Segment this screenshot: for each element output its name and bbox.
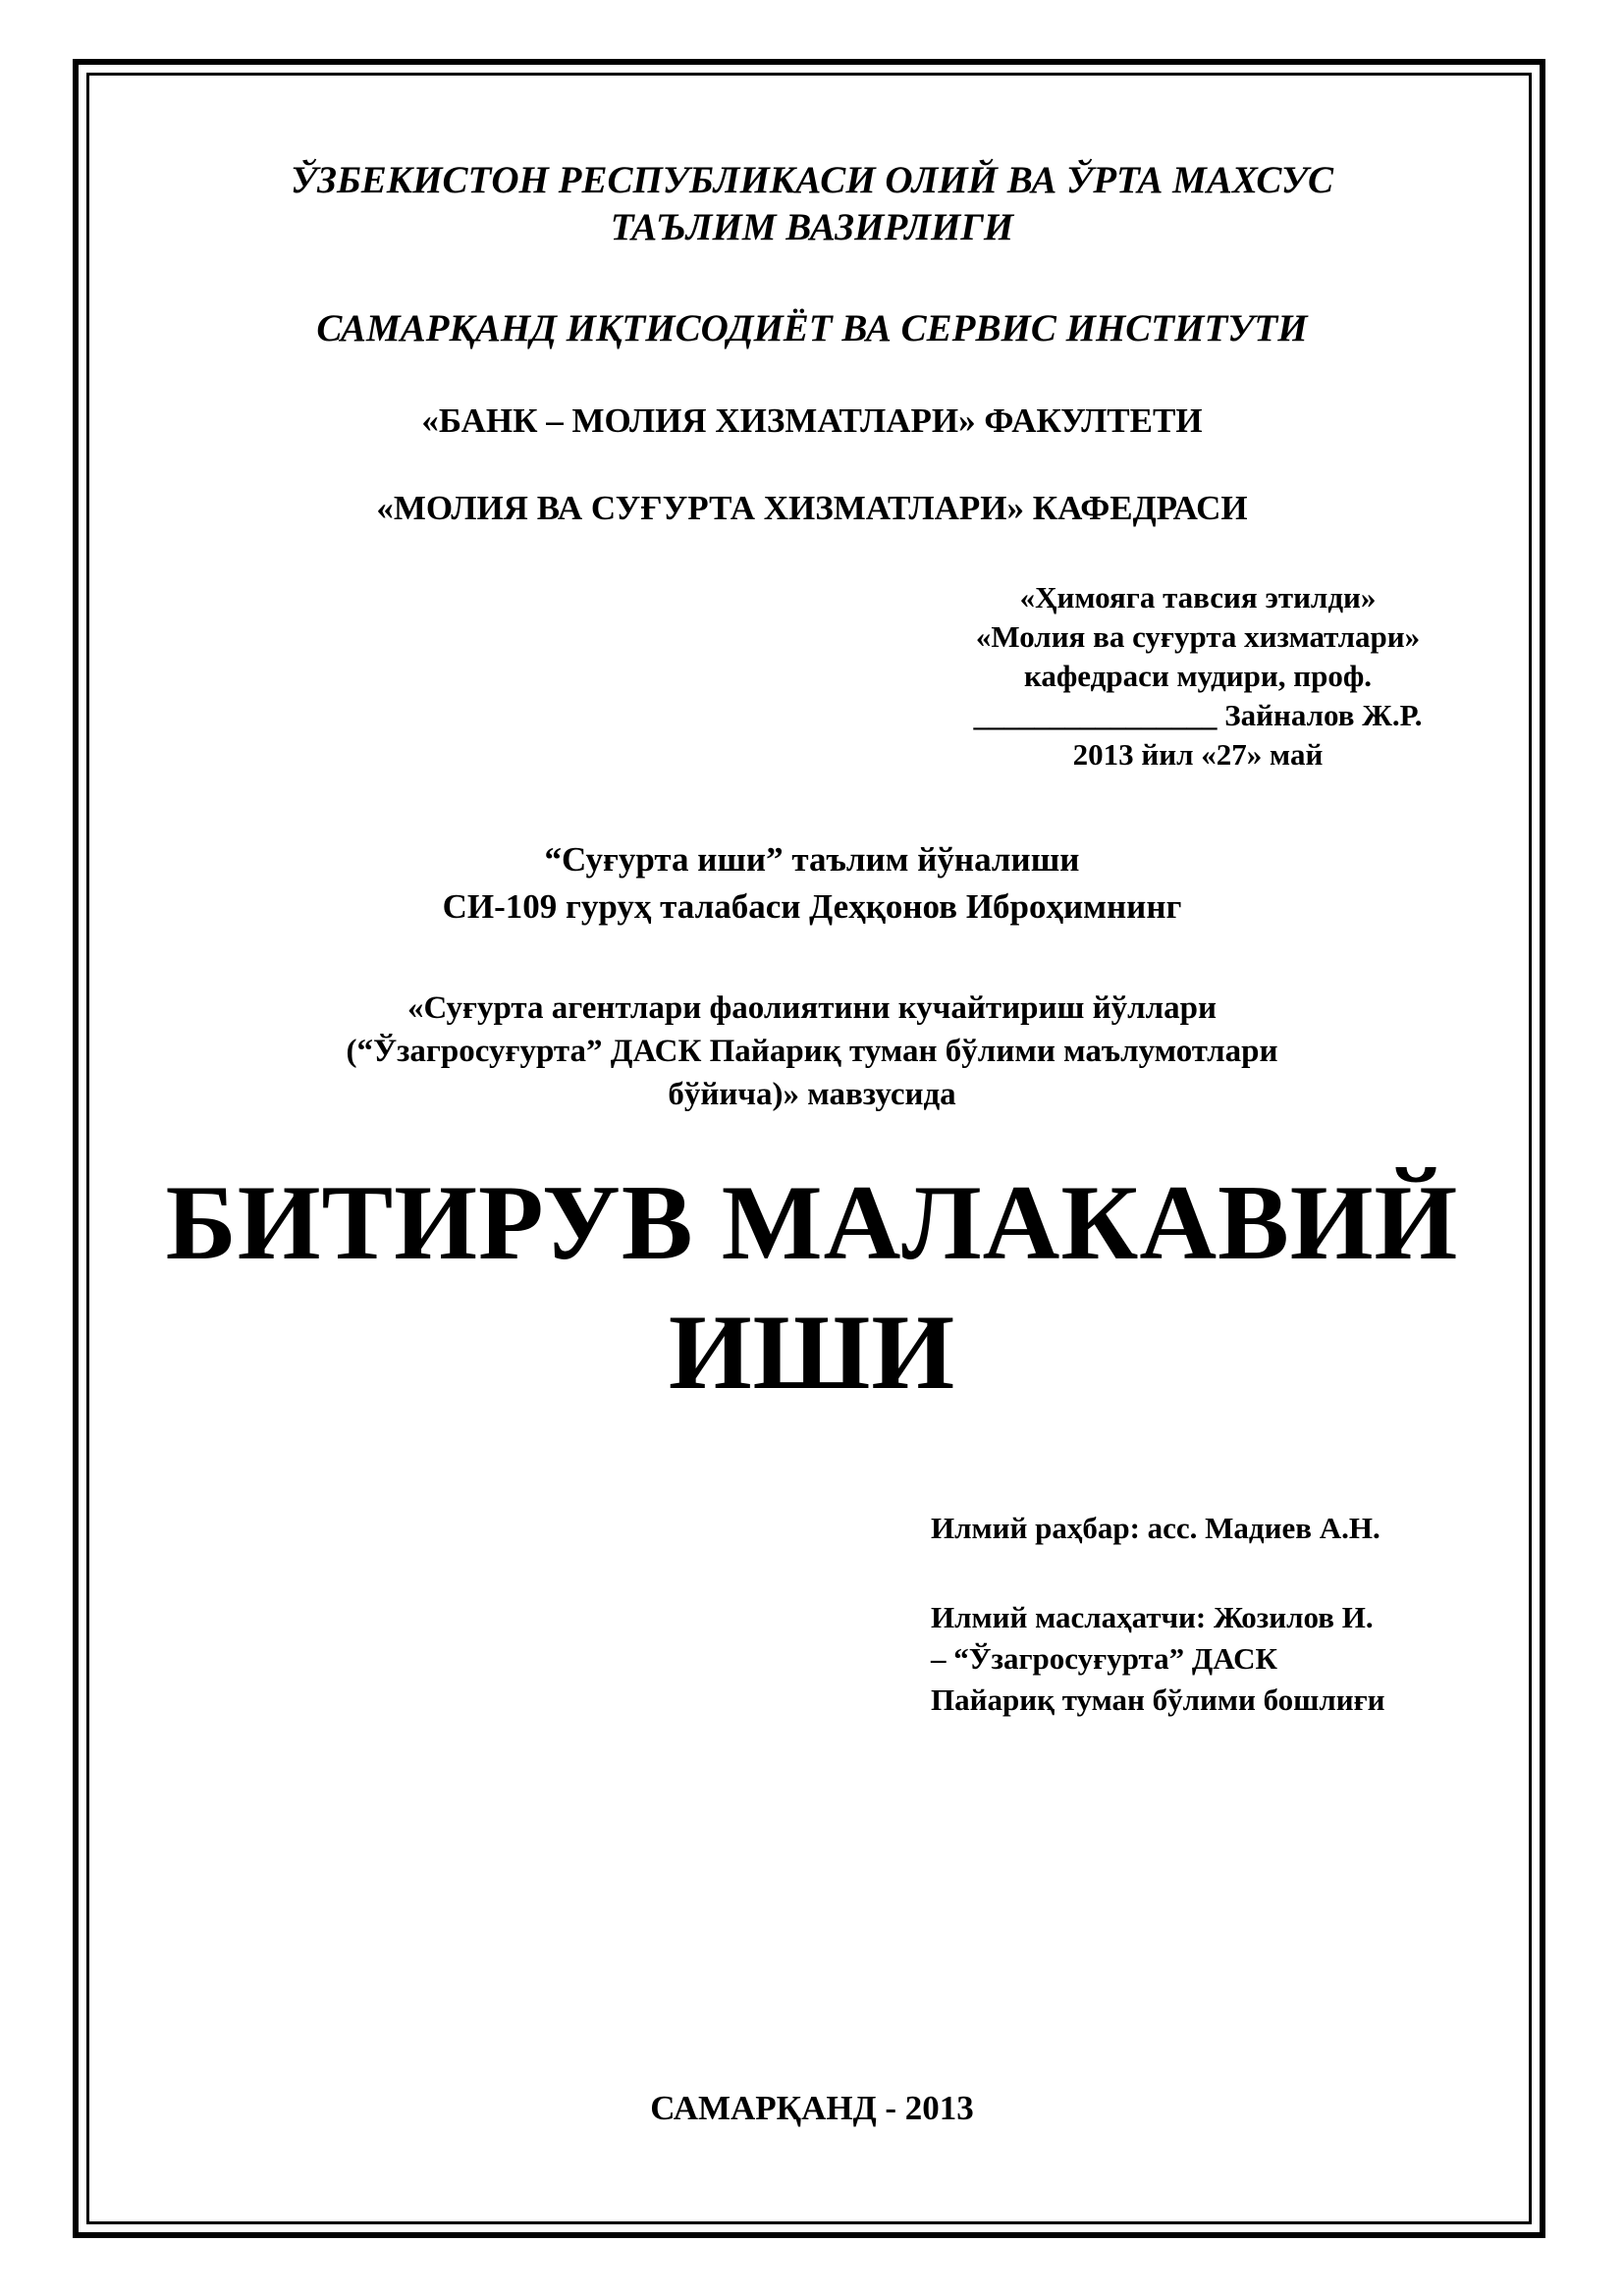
department-name: «МОЛИЯ ВА СУҒУРТА ХИЗМАТЛАРИ» КАФЕДРАСИ [376, 489, 1248, 527]
topic-line-1: «Суғурта агентлари фаолиятини кучайтириш йўллари [406, 990, 1218, 1026]
approval-line-1: «Ҳимояга тавсия этилди» [1019, 580, 1377, 614]
approval-line-3: кафедраси мудири, проф. [1023, 659, 1373, 693]
city-year: САМАРҚАНД - 2013 [650, 2089, 974, 2127]
consultant-line-3: Пайариқ туман бўлими бошлиғи [931, 1682, 1385, 1717]
approval-line-2: «Молия ва суғурта хизматлари» [975, 619, 1421, 654]
topic-line-3: бўйича)» мавзусида [668, 1077, 956, 1112]
document-title-line-2: ИШИ [668, 1293, 956, 1412]
approval-date: 2013 йил «27» май [1072, 737, 1324, 772]
ministry-line-2: ТАЪЛИМ ВАЗИРЛИГИ [610, 206, 1014, 248]
document-title-line-1: БИТИРУВ МАЛАКАВИЙ [165, 1163, 1459, 1282]
faculty-name: «БАНК – МОЛИЯ ХИЗМАТЛАРИ» ФАКУЛТЕТИ [421, 401, 1203, 440]
approval-signature-line: ________________ Зайналов Ж.Р. [973, 698, 1423, 732]
consultant-line-1: Илмий маслаҳатчи: Жозилов И. [931, 1600, 1374, 1634]
ministry-line-1: ЎЗБЕКИСТОН РЕСПУБЛИКАСИ ОЛИЙ ВА ЎРТА МАХСУС [290, 159, 1334, 201]
page-border-inner [86, 73, 1532, 2224]
scientific-advisor: Илмий раҳбар: асс. Мадиев А.Н. [931, 1511, 1380, 1545]
student-line-1: “Суғурта иши” таълим йўналиши [544, 840, 1080, 879]
institute-name: САМАРҚАНД ИҚТИСОДИЁТ ВА СЕРВИС ИНСТИТУТИ [316, 307, 1308, 349]
student-line-2: СИ-109 гуруҳ талабаси Деҳқонов Иброҳимнинг [442, 887, 1182, 926]
topic-line-2: (“Ўзагросуғурта” ДАСК Пайариқ туман бўлими маълумотлари [346, 1034, 1278, 1069]
consultant-line-2: – “Ўзагросуғурта” ДАСК [931, 1641, 1277, 1676]
